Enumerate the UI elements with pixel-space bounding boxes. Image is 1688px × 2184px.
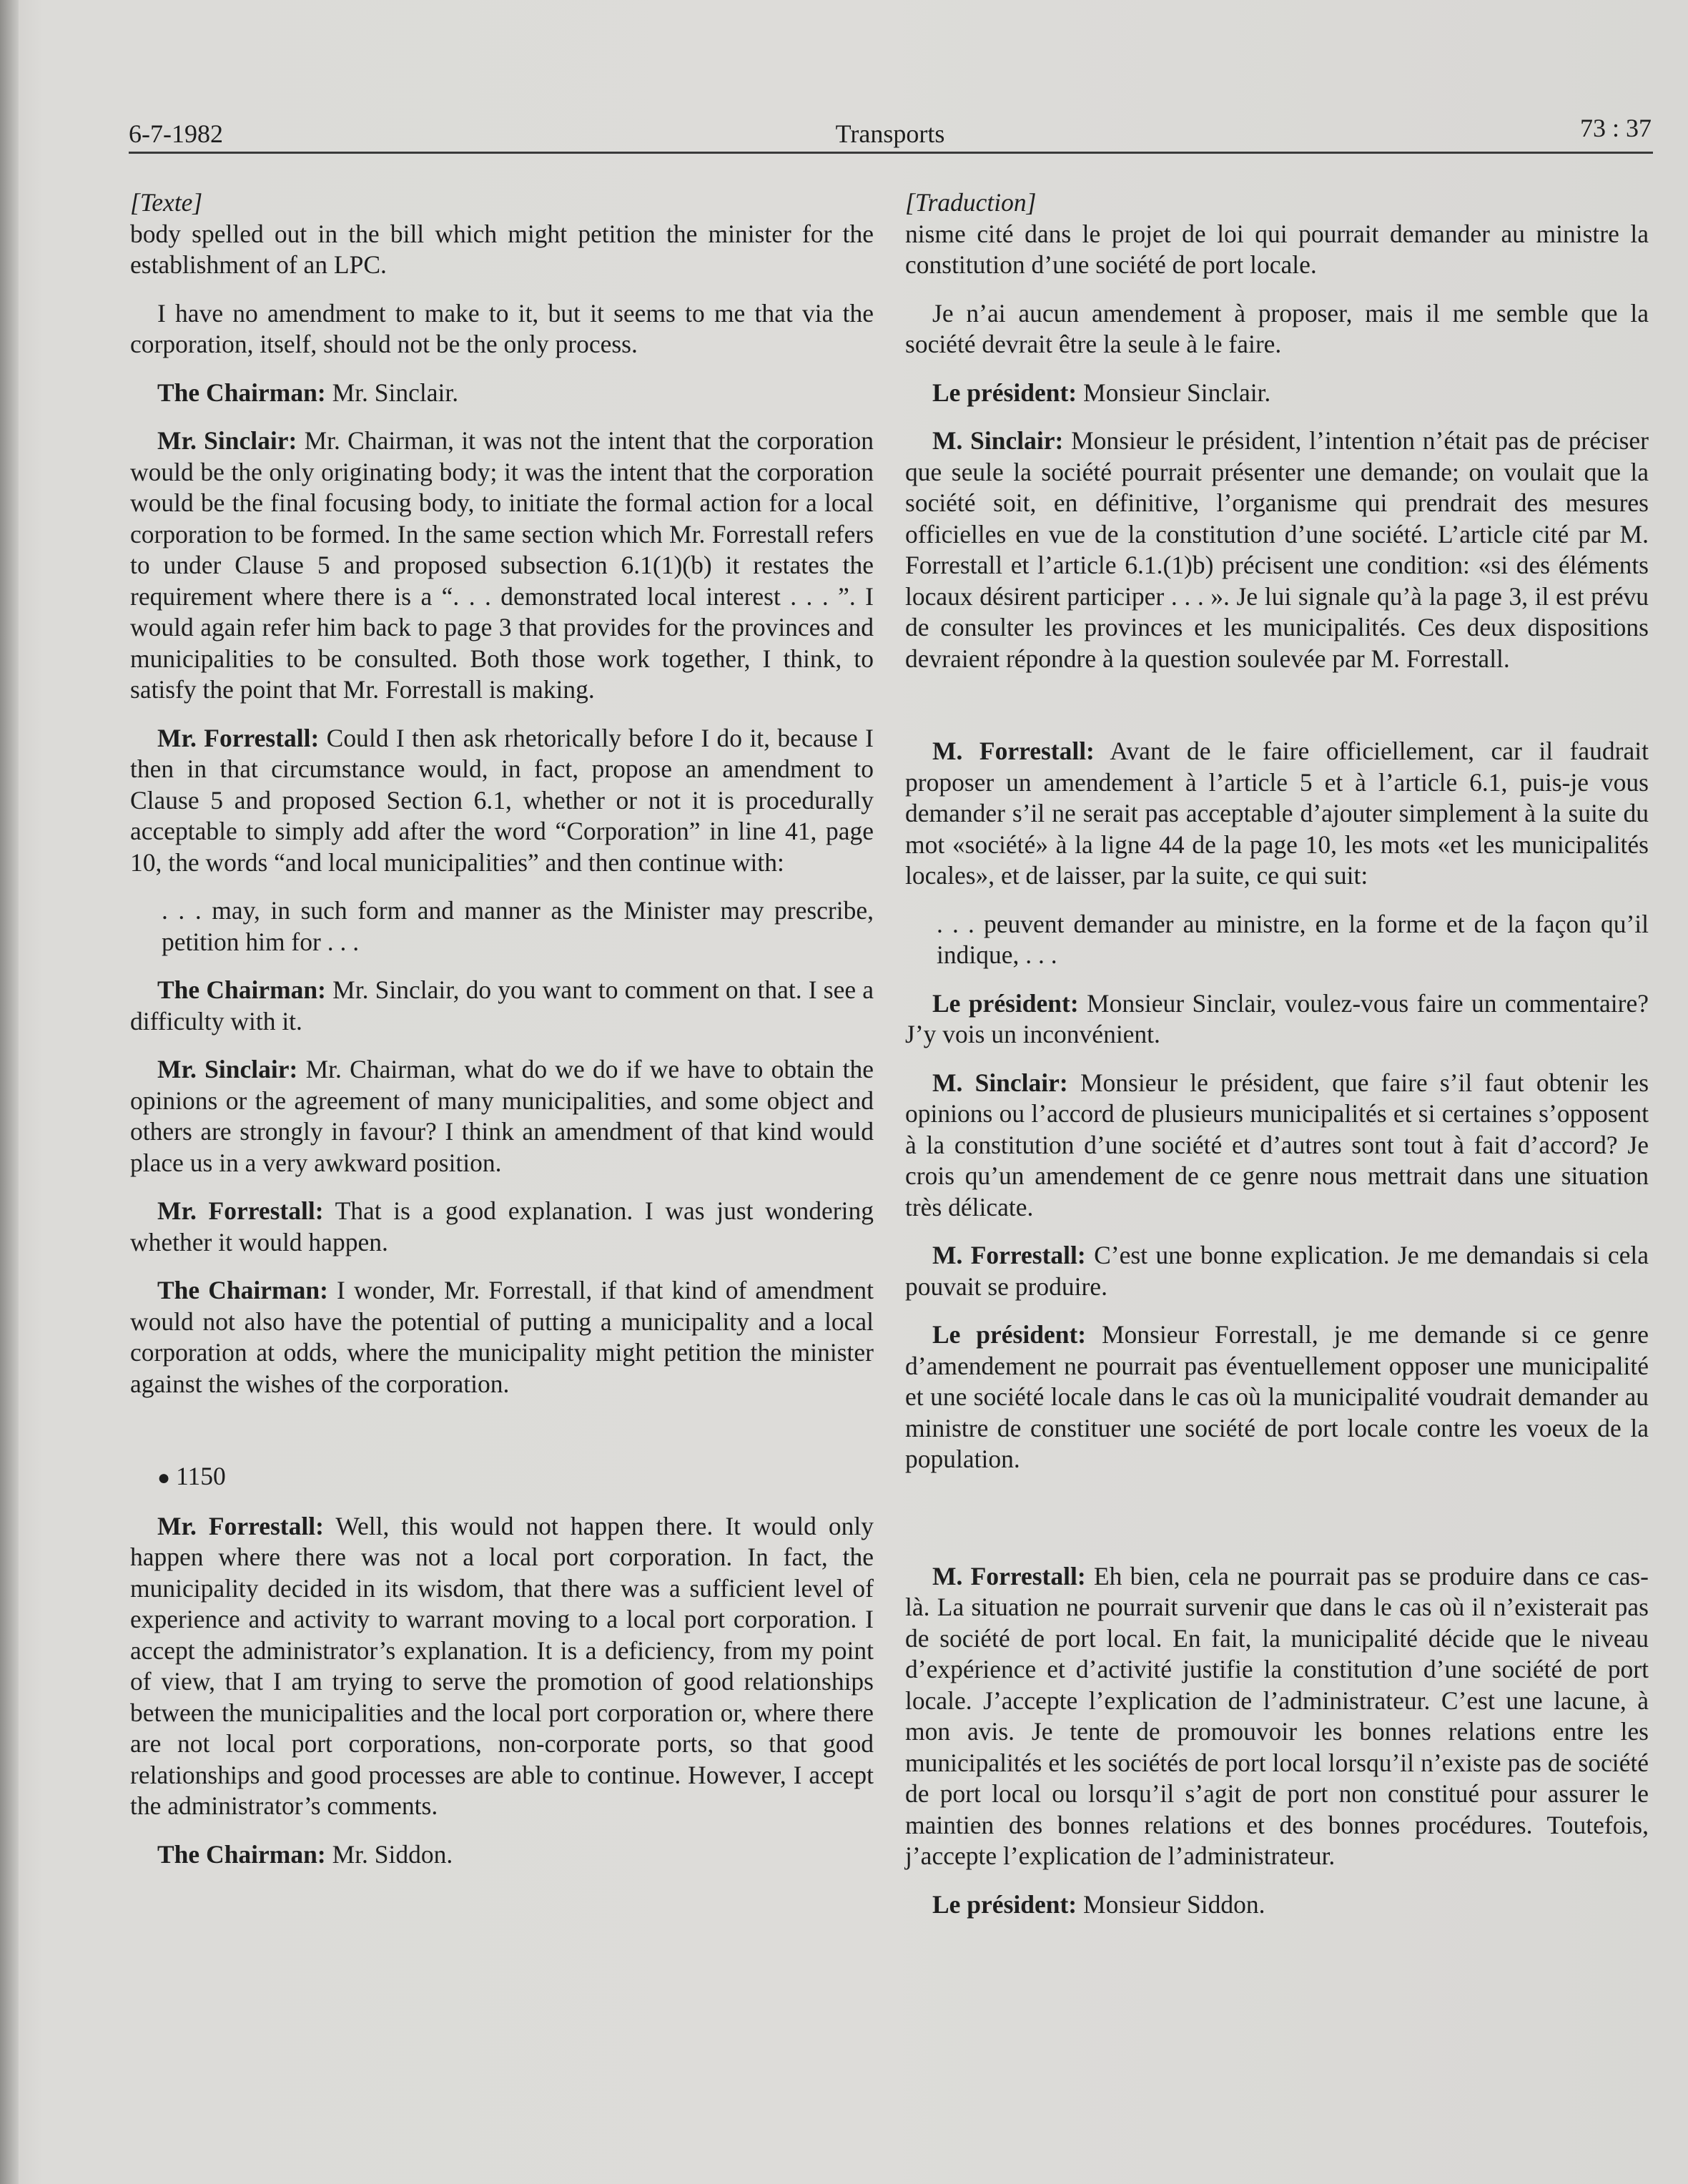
speaker-name: M. Forrestall: xyxy=(932,1241,1086,1269)
speech-text: Monsieur le président, que faire s’il faut obtenir les opinions ou l’accord de plusieurs municipalités et si certaines s’opposent à la constitution d’une société et d’autres sont tout à fait d’accord? Je crois qu’un amendement de ce genre nous mettrait dans une situation très délicate. xyxy=(905,1068,1649,1221)
speech-text: Monsieur Sinclair. xyxy=(1077,378,1271,407)
paragraph xyxy=(905,736,1649,892)
header-title: Transports xyxy=(835,119,945,148)
scan-edge-shadow xyxy=(0,0,19,2184)
spacer xyxy=(905,1492,1649,1561)
speaker-name: Le président: xyxy=(932,1889,1077,1919)
speaker-name: Mr. Sinclair: xyxy=(157,1055,298,1083)
speaker-name: The Chairman: xyxy=(157,1276,328,1304)
speech-text: Eh bien, cela ne pourrait pas se produire dans ce cas-là. La situation ne pourrait survenir que dans le cas où il n’existerait pas de société de port local. En fait, la municipalité décide que le niveau d’expérience et d’activité justifie la constitution d’une société de port locale. J’accepte l’explication de l’administrateur. C’est une lacune, à mon avis. Je tente de promouvoir les bonnes relations entre les municipalités et les sociétés de port local lorsqu’il n’existe pas de société de port local ou lorsqu’il s’agit de port non constitué pour assurer le maintien des bonnes relations et des bonnes procédures. Toutefois, j’accepte l’explication de l’administrateur. xyxy=(905,1561,1649,1870)
speaker-name: The Chairman: xyxy=(157,378,326,407)
paragraph xyxy=(905,378,1649,409)
speech-text: I wonder, Mr. Forrestall, if that kind of amendment would not also have the potential of putting a municipality and a local corporation at odds, where the municipality might petition the minister against the wishes of the corporation. xyxy=(130,1276,874,1398)
paragraph xyxy=(130,723,874,879)
paragraph xyxy=(905,426,1649,674)
page-header xyxy=(129,114,1652,153)
paragraph xyxy=(905,1889,1649,1921)
paragraph: Je n’ai aucun amendement à proposer, mais il me semble que la société devrait être la seule à le faire. xyxy=(905,298,1649,358)
speaker-name: M. Sinclair: xyxy=(932,1068,1068,1097)
header-rule xyxy=(129,152,1653,154)
block-quote: . . . peuvent demander au ministre, en la forme et de la façon qu’il indique, . . . xyxy=(937,909,1649,969)
speaker-name: The Chairman: xyxy=(157,975,326,1004)
speaker-name: M. Sinclair: xyxy=(932,426,1064,455)
speaker-name: Mr. Forrestall: xyxy=(157,1511,324,1540)
spacer xyxy=(130,1417,874,1461)
paragraph xyxy=(905,1240,1649,1302)
paragraph xyxy=(130,975,874,1037)
time-marker-text: 1150 xyxy=(176,1462,226,1490)
paragraph xyxy=(130,1511,874,1822)
speech-text: Well, this would not happen there. It would only happen where there was not a local port corporation. In fact, the municipality decided in its wisdom, that there was a sufficient level of experience and activity to warrant moving to a local port corporation. I accept the administrator’s explanation. It is a deficiency, from my point of view, that I am trying to serve the promotion of good relationships between the municipalities and the local port corporation or, where there are not local port corporations, non-corporate ports, so that good relationships and good processes are able to continue. However, I accept the administrator’s comments. xyxy=(130,1511,874,1820)
paragraph: I have no amendment to make to it, but it seems to me that via the corporation, itself, should not be the only process. xyxy=(130,298,874,358)
speaker-name: M. Forrestall: xyxy=(932,737,1095,765)
paragraph: body spelled out in the bill which might petition the minister for the establishment of an LPC. xyxy=(130,219,874,279)
speaker-name: Mr. Forrestall: xyxy=(157,1196,324,1225)
speaker-name: The Chairman: xyxy=(157,1839,326,1869)
english-column xyxy=(130,187,874,1887)
column-label: [Texte] xyxy=(130,188,203,217)
speaker-name: Le président: xyxy=(932,988,1079,1018)
paragraph xyxy=(905,1068,1649,1224)
speaker-name: Mr. Forrestall: xyxy=(157,723,320,752)
speech-text: Mr. Sinclair, do you want to comment on that. I see a difficulty with it. xyxy=(130,975,874,1036)
speech-text: Mr. Siddon. xyxy=(325,1839,453,1869)
speech-text: Mr. Chairman, what do we do if we have to obtain the opinions or the agreement of many municipalities, and some object and others are strongly in favour? I think an amendment of that kind would place us in a very awkward position. xyxy=(130,1055,874,1177)
spacer xyxy=(905,692,1649,736)
speech-text: C’est une bonne explication. Je me demandais si cela pouvait se produire. xyxy=(905,1241,1649,1301)
paragraph xyxy=(130,1275,874,1400)
paragraph xyxy=(130,378,874,409)
speech-text: Could I then ask rhetorically before I do it, because I then in that circumstance would, in fact, propose an amendment to Clause 5 and proposed Section 6.1, whether or not it is procedurally acceptable to simply add after the word “Corporation” in line 41, page 10, the words “and local municipalities” and then continue with: xyxy=(130,723,874,877)
paragraph xyxy=(905,988,1649,1051)
block-quote: . . . may, in such form and manner as the Minister may prescribe, petition him for . . . xyxy=(162,896,874,956)
paragraph xyxy=(905,1561,1649,1872)
paragraph xyxy=(130,426,874,706)
paragraph xyxy=(130,1839,874,1871)
speaker-name: M. Forrestall: xyxy=(932,1561,1086,1590)
speech-text: That is a good explanation. I was just wondering whether it would happen. xyxy=(130,1196,874,1256)
speech-text: Mr. Sinclair. xyxy=(325,378,459,407)
speaker-name: Le président: xyxy=(932,378,1077,407)
paragraph xyxy=(905,1319,1649,1475)
speaker-name: Le président: xyxy=(932,1320,1087,1349)
french-column xyxy=(905,187,1649,1937)
paragraph xyxy=(130,1054,874,1179)
speech-text: Mr. Chairman, it was not the intent that the corporation would be the only originating body; it was the intent that the corporation would be the final focusing body, to initiate the formal action for a local corporation to be formed. In the same section which Mr. Forrestall refers to under Clause 5 and proposed subsection 6.1(1)(b) it restates the requirement where there is a “. . . demonstrated local interest . . . ”. I would again refer him back to page 3 that provides for the provinces and municipalities to be consulted. Both those work together, I think, to satisfy the point that Mr. Forrestall is making. xyxy=(130,426,874,704)
speech-text: Monsieur Siddon. xyxy=(1077,1889,1265,1919)
speech-text: Avant de le faire officiellement, car il faudrait proposer un amendement à l’article 5 et à l’article 6.1, puis-je vous demander s’il ne serait pas acceptable d’ajouter simplement à la suite du mot «société» à la ligne 44 de la page 10, les mots «et les municipalités locales», et de laisser, par la suite, ce qui suit: xyxy=(905,737,1649,890)
paragraph xyxy=(130,1196,874,1258)
speech-text: Monsieur Forrestall, je me demande si ce genre d’amendement ne pourrait pas éventuellement opposer une municipalité et une société locale dans le cas où la municipalité voudrait demander au ministre de constituer une société de port locale contre les voeux de la population. xyxy=(905,1320,1649,1473)
speech-text: Monsieur Sinclair, voulez-vous faire un commentaire? J’y vois un inconvénient. xyxy=(905,988,1649,1048)
time-marker xyxy=(130,1461,874,1494)
paragraph: nisme cité dans le projet de loi qui pourrait demander au ministre la constitution d’une société de port locale. xyxy=(905,219,1649,279)
header-page-number: 73 : 37 xyxy=(1579,114,1652,142)
header-date: 6-7-1982 xyxy=(129,119,223,148)
bullet-icon: ● xyxy=(157,1466,171,1490)
speech-text: Monsieur le président, l’intention n’était pas de préciser que seule la société pourrait présenter une demande; on voulait que la société soit, en définitive, l’organisme qui prendrait des mesures officielles en vue de la constitution d’une société. L’article cité par M. Forrestall et l’article 6.1.(1)b) précisent une condition: «si des éléments locaux désirent participer . . . ». Je lui signale qu’à la page 3, il est prévu de consulter les provinces et les municipalités. Ces deux dispositions devraient répondre à la question soulevée par M. Forrestall. xyxy=(905,426,1649,673)
column-label: [Traduction] xyxy=(905,188,1037,217)
speaker-name: Mr. Sinclair: xyxy=(157,426,297,455)
